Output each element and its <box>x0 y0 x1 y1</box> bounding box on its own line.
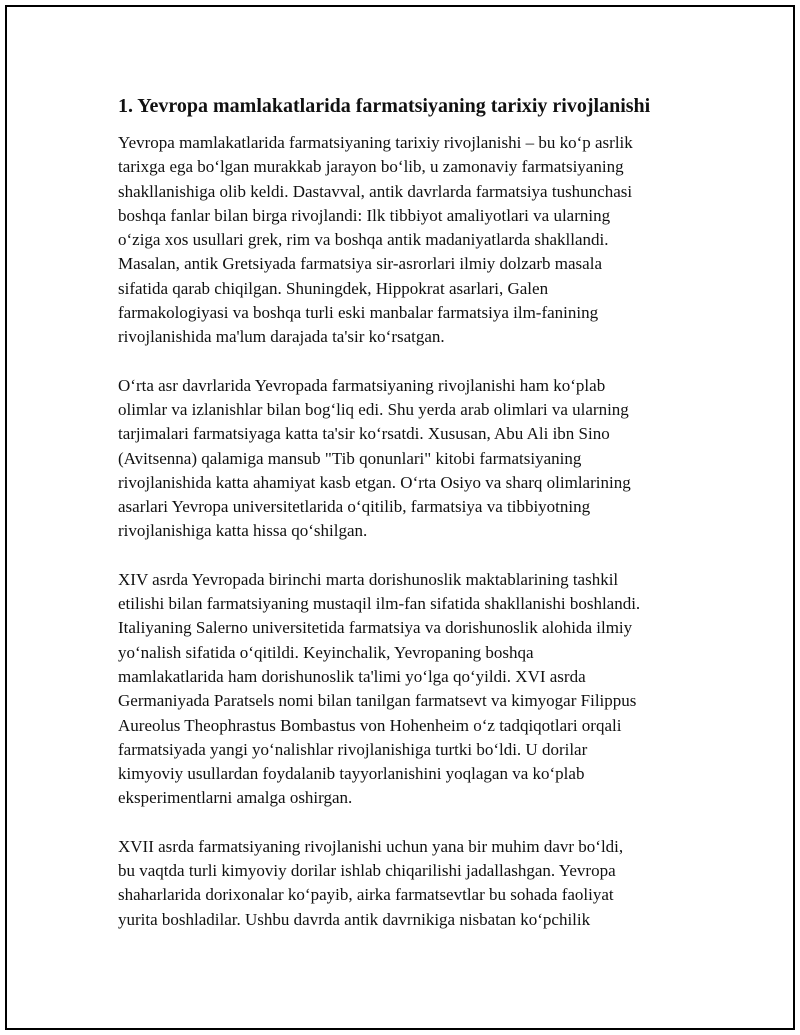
section-title: 1. Yevropa mamlakatlarida farmatsiyaning tarixiy rivojlanishi <box>118 95 651 117</box>
paragraph-1: Yevropa mamlakatlarida farmatsiyaning tarixiy rivojlanishi – bu ko‘p asrlik tarixga ega bo‘lgan murakkab jarayon bo‘lib, u zamonaviy farmatsiyaning shakllanishiga olib keldi. Dastavval, antik davrlarda farmatsiya tushunchasi boshqa fanlar bilan birga rivojlandi: Ilk tibbiyot amaliyotlari va ularning o‘ziga xos usullari grek, rim va boshqa antik madaniyatlarda shakllandi. Masalan, antik Gretsiyada farmatsiya sir-asrorlari ilmiy dolzarb masala sifatida qarab chiqilgan. Shuningdek, Hippokrat asarlari, Galen farmakologiyasi va boshqa turli eski manbalar farmatsiya ilm-fanining rivojlanishida ma'lum darajada ta'sir ko‘rsatgan. <box>118 133 633 347</box>
paragraph-3: XIV asrda Yevropada birinchi marta dorishunoslik maktablarining tashkil etilishi bilan farmatsiyaning mustaqil ilm-fan sifatida shakllanishi boshlandi. Italiyaning Salerno universitetida farmatsiya va dorishunoslik alohida ilmiy yo‘nalish sifatida o‘qitildi. Keyinchalik, Yevropaning boshqa mamlakatlarida ham dorishunoslik ta'limi yo‘lga qo‘yildi. XVI asrda Germaniyada Paratsels nomi bilan tanilgan farmatsevt va kimyogar Filippus Aureolus Theophrastus Bombastus von Hohenheim o‘z tadqiqotlari orqali farmatsiyada yangi yo‘nalishlar rivojlanishiga turtki bo‘ldi. U dorilar kimyoviy usullardan foydalanib tayyorlanishini yoqlagan va ko‘plab eksperimentlarni amalga oshirgan. <box>118 569 641 808</box>
paragraph-4: XVII asrda farmatsiyaning rivojlanishi uchun yana bir muhim davr bo‘ldi, bu vaqtda turli kimyoviy dorilar ishlab chiqarilishi jadallashgan. Yevropa shaharlarida dorixonalar ko‘payib, airka farmatsevtlar bu sohada faoliyat yurita boshladilar. Ushbu davrda antik davrnikiga nisbatan ko‘pchilik <box>118 836 624 929</box>
document-body <box>118 92 698 956</box>
paragraph-2: O‘rta asr davrlarida Yevropada farmatsiyaning rivojlanishi ham ko‘plab olimlar va izlanishlar bilan bog‘liq edi. Shu yerda arab olimlari va ularning tarjimalari farmatsiyaga katta ta'sir ko‘rsatdi. Xususan, Abu Ali ibn Sino (Avitsenna) qalamiga mansub "Tib qonunlari" kitobi farmatsiyaning rivojlanishida katta ahamiyat kasb etgan. O‘rta Osiyo va sharq olimlarining asarlari Yevropa universitetlarida o‘qitilib, farmatsiya va tibbiyotning rivojlanishiga katta hissa qo‘shilgan. <box>118 375 631 541</box>
